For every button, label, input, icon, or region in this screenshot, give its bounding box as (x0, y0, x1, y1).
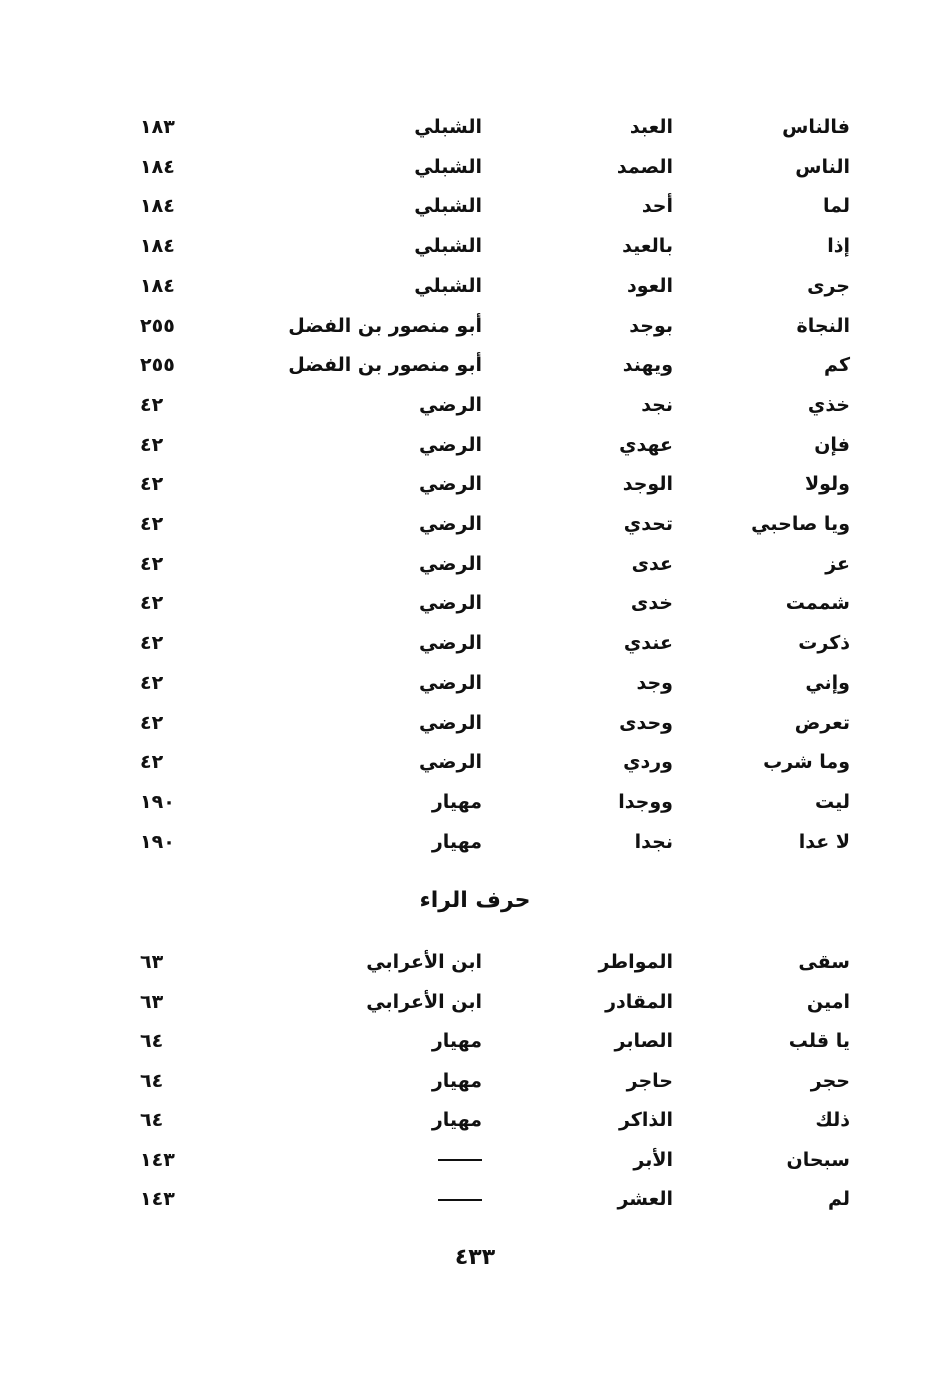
first-words-cell: ذلك (815, 1109, 850, 1131)
first-words-cell: امين (806, 990, 850, 1013)
page-reference-cell: ٤٢ (140, 513, 164, 535)
rhyme-word-cell: الصابر (614, 1030, 673, 1052)
rhyme-word-cell: الذاكر (618, 1109, 673, 1131)
rhyme-word-cell: المقادر (605, 990, 673, 1013)
page-reference-cell: ٤٢ (140, 393, 164, 416)
page-reference-cell: ٤٢ (140, 632, 164, 655)
poet-name-cell: الشبلي (414, 116, 482, 138)
first-words-cell: شممت (785, 592, 850, 615)
poet-name-cell: مهيار (431, 790, 482, 813)
page-reference-cell: ١٨٤ (140, 274, 175, 297)
rhyme-word-cell: الوجد (622, 473, 673, 496)
rhyme-word-cell: حاجر (626, 1069, 673, 1092)
rhyme-word-cell: العود (626, 274, 673, 297)
rhyme-word-cell: وجد (636, 671, 673, 694)
poet-name-cell: الرضي (418, 632, 482, 655)
poet-name-cell: الشبلي (414, 195, 482, 218)
index-row (0, 1147, 950, 1187)
first-words-cell: لا عدا (798, 830, 850, 853)
page-reference-cell: ١٩٠ (140, 830, 175, 853)
index-row (0, 273, 950, 313)
page-reference-cell: ٤٢ (140, 433, 164, 456)
index-row (0, 670, 950, 710)
rhyme-word-cell: العبد (629, 116, 673, 138)
index-row (0, 789, 950, 829)
index-row (0, 710, 950, 750)
index-row (0, 1186, 950, 1226)
poet-name-cell: مهيار (431, 1069, 482, 1092)
rhyme-word-cell: الأبر (633, 1148, 673, 1171)
first-words-cell: تعرض (794, 711, 850, 734)
page-reference-cell: ٤٢ (140, 671, 164, 694)
page-reference-cell: ١٨٤ (140, 155, 175, 178)
page-reference-cell: ٤٢ (140, 711, 164, 734)
first-words-cell: إذا (827, 235, 850, 258)
first-words-cell: يا قلب (788, 1030, 850, 1052)
poet-name-cell: أبو منصور بن الفضل (288, 354, 482, 377)
poet-name-cell: الرضي (418, 433, 482, 456)
page-reference-cell: ٤٢ (140, 473, 164, 496)
rhyme-word-cell: عندي (623, 632, 673, 655)
index-row (0, 154, 950, 194)
first-words-cell: كم (824, 354, 850, 377)
rhyme-word-cell: وحدى (619, 711, 673, 734)
first-words-cell: خذي (807, 393, 850, 416)
rhyme-word-cell: أحد (641, 195, 673, 218)
poet-name-cell: الرضي (418, 393, 482, 416)
poet-name-cell: مهيار (431, 1030, 482, 1052)
rhyme-word-cell: نجد (641, 393, 673, 416)
rhyme-word-cell: الصمد (616, 155, 673, 178)
index-row (0, 749, 950, 789)
first-words-cell: ليت (814, 790, 850, 813)
first-words-cell: النجاة (796, 314, 850, 337)
rhyme-word-cell: نجدا (634, 830, 673, 853)
rhyme-word-cell: العشر (617, 1188, 673, 1210)
first-words-cell: جرى (807, 274, 850, 297)
poet-name-cell: الرضي (418, 473, 482, 496)
page-reference-cell: ١٨٤ (140, 235, 175, 258)
poet-name-cell: الرضي (418, 513, 482, 535)
page-reference-cell: ٦٤ (140, 1030, 164, 1052)
page-reference-cell: ٤٢ (140, 592, 164, 615)
rhyme-word-cell: بوجد (629, 314, 673, 337)
index-row (0, 233, 950, 273)
poet-name-cell: أبو منصور بن الفضل (288, 314, 482, 337)
poet-name-cell: الشبلي (414, 274, 482, 297)
page-reference-cell: ١٩٠ (140, 790, 175, 813)
rhyme-word-cell: بالعيد (622, 235, 673, 258)
index-row (0, 590, 950, 630)
rhyme-word-cell: وردي (623, 751, 673, 774)
page-reference-cell: ١٤٣ (140, 1148, 175, 1171)
page-reference-cell: ٦٣ (140, 990, 164, 1013)
page-reference-cell: ٤٢ (140, 751, 164, 774)
first-words-cell: فالناس (782, 116, 850, 138)
index-row (0, 432, 950, 472)
index-row (0, 471, 950, 511)
page-reference-cell: ٦٤ (140, 1069, 164, 1092)
page-reference-cell: ١٨٣ (140, 116, 175, 138)
index-row (0, 511, 950, 551)
page-reference-cell: ٢٥٥ (140, 314, 175, 337)
index-row (0, 949, 950, 989)
index-row (0, 392, 950, 432)
rhyme-word-cell: عدى (631, 552, 673, 575)
page-reference-cell: ١٤٣ (140, 1188, 175, 1210)
first-words-cell: فإن (814, 433, 850, 456)
first-words-cell: عز (825, 552, 850, 575)
first-words-cell: ويا صاحبي (751, 513, 850, 535)
poet-name-cell: الرضي (418, 671, 482, 694)
first-words-cell: ولولا (804, 473, 850, 496)
same-poet-dash (438, 1159, 482, 1161)
first-words-cell: حجر (810, 1069, 850, 1092)
index-row (0, 352, 950, 392)
rhyme-word-cell: عهدي (619, 433, 673, 456)
page-reference-cell: ٢٥٥ (140, 354, 175, 377)
page-reference-cell: ٤٢ (140, 552, 164, 575)
first-words-cell: وإني (805, 671, 850, 694)
section-heading-ra: حرف الراء (419, 888, 531, 913)
first-words-cell: لما (822, 195, 850, 218)
poet-name-cell: الرضي (418, 711, 482, 734)
first-words-cell: لم (827, 1188, 850, 1210)
first-words-cell: ذكرت (798, 632, 850, 655)
poet-name-cell: ابن الأعرابي (366, 990, 482, 1013)
page-reference-cell: ٦٣ (140, 951, 164, 973)
index-row (0, 1028, 950, 1068)
index-row (0, 989, 950, 1029)
poet-name-cell: الشبلي (414, 155, 482, 178)
index-row (0, 114, 950, 154)
rhyme-word-cell: خدى (630, 592, 673, 615)
index-row (0, 1107, 950, 1147)
poet-name-cell: الرضي (418, 751, 482, 774)
index-row (0, 313, 950, 353)
poet-name-cell: ابن الأعرابي (366, 951, 482, 973)
poet-name-cell: الشبلي (414, 235, 482, 258)
index-row (0, 829, 950, 869)
index-row (0, 551, 950, 591)
index-row (0, 630, 950, 670)
rhyme-word-cell: ويهند (622, 354, 673, 377)
same-poet-dash (438, 1199, 482, 1201)
page-reference-cell: ١٨٤ (140, 195, 175, 218)
index-row (0, 1068, 950, 1108)
first-words-cell: الناس (795, 155, 850, 178)
poet-name-cell: الرضي (418, 592, 482, 615)
poet-name-cell (438, 1147, 482, 1173)
first-words-cell: وما شرب (763, 751, 850, 774)
page-number: ٤٣٣ (454, 1245, 496, 1270)
first-words-cell: سقى (798, 951, 850, 973)
poet-name-cell: مهيار (431, 1109, 482, 1131)
rhyme-word-cell: ووجدا (618, 790, 673, 813)
index-row (0, 193, 950, 233)
poet-name-cell: مهيار (431, 830, 482, 853)
poet-name-cell (438, 1186, 482, 1212)
rhyme-word-cell: تحدي (623, 513, 673, 535)
first-words-cell: سبحان (786, 1148, 850, 1171)
page-reference-cell: ٦٤ (140, 1109, 164, 1131)
rhyme-word-cell: المواطر (598, 951, 673, 973)
poet-name-cell: الرضي (418, 552, 482, 575)
